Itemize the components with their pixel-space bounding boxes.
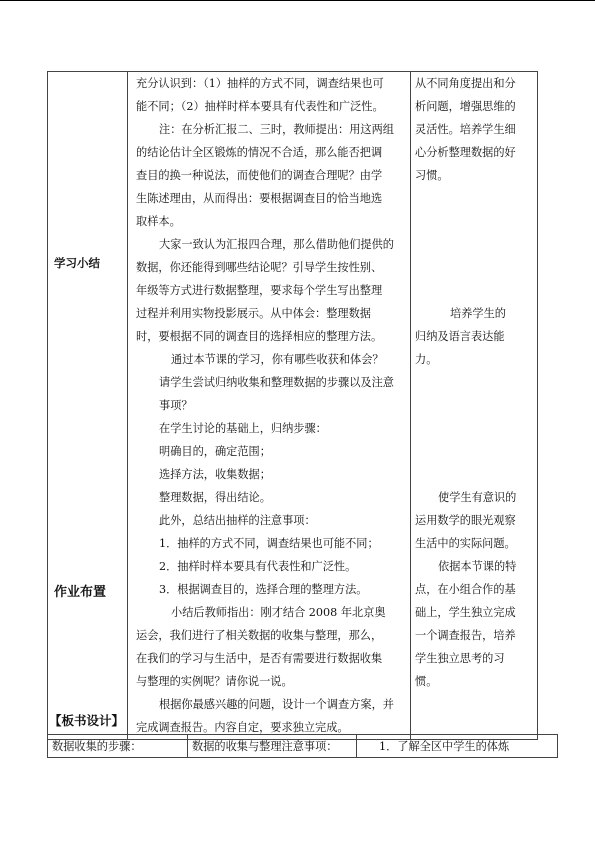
intent-line: 点，在小组合作的基 — [415, 583, 516, 596]
content-line: 事项？ — [159, 399, 193, 412]
intent-line: 培养学生的 — [450, 307, 506, 320]
intent-line: 心分析整理数据的好 — [415, 146, 516, 159]
content-line: 时，要根据不同的调查目的选择相应的整理方法。 — [136, 330, 383, 343]
intent-line: 础上，学生独立完成 — [415, 606, 516, 619]
board-design-heading: 【板书设计】 — [49, 713, 125, 728]
intent-line: 一个调查报告，培养 — [415, 629, 516, 642]
content-line: 请学生尝试归纳收集和整理数据的步骤以及注意 — [159, 376, 394, 389]
table-row — [48, 735, 558, 758]
content-line: 运会，我们进行了相关数据的收集与整理，那么， — [136, 629, 383, 642]
content-line: 与整理的实例呢？请你说一说。 — [136, 675, 293, 688]
intent-line: 从不同角度提出和分 — [415, 77, 516, 90]
intent-line: 习惯。 — [415, 169, 449, 182]
board-cell-item: 1．了解全区中学生的体炼 — [357, 735, 558, 758]
board-design-table — [47, 734, 558, 758]
design-intent-column — [411, 72, 538, 740]
content-line: 的结论估计全区锻炼的情况不合适，那么能否把调 — [136, 146, 383, 159]
page-top-rule — [0, 0, 595, 1]
section-label-column — [48, 72, 128, 740]
content-line: 年级等方式进行数据整理，要求每个学生写出整理 — [136, 284, 383, 297]
intent-line: 依据本节课的特 — [438, 560, 517, 573]
content-line: 充分认识到：（1）抽样的方式不同，调查结果也可 — [136, 77, 384, 90]
content-line: 明确目的，确定范围； — [159, 445, 271, 458]
content-line: 3．根据调查目的，选择合理的整理方法。 — [159, 583, 368, 596]
intent-line: 归纳及语言表达能 — [415, 330, 505, 343]
lesson-content-column — [128, 72, 411, 740]
content-line: 过程并利用实物投影展示。从中体会：整理数据 — [136, 307, 371, 320]
lesson-table — [47, 71, 538, 740]
intent-line: 运用数学的眼光观察 — [415, 514, 516, 527]
intent-line: 灵活性。培养学生细 — [415, 123, 516, 136]
content-line: 整理数据，得出结论。 — [159, 491, 271, 504]
content-line: 能不同；（2）抽样时样本要具有代表性和广泛性。 — [136, 100, 384, 113]
content-line: 通过本节课的学习，你有哪些收获和体会？ — [171, 353, 384, 366]
content-line: 此外，总结出抽样的注意事项： — [159, 514, 316, 527]
content-line: 1．抽样的方式不同，调查结果也可能不同； — [159, 537, 379, 550]
intent-line: 学生独立思考的习 — [415, 652, 505, 665]
summary-section-label: 学习小结 — [54, 256, 100, 270]
content-line: 生陈述理由，从而得出：要根据调查目的恰当地选 — [136, 192, 383, 205]
content-line: 完成调查报告。内容自定，要求独立完成。 — [136, 721, 349, 734]
content-line: 注：在分析汇报二、三时，教师提出：用这两组 — [159, 123, 394, 136]
content-line: 在学生讨论的基础上，归纳步骤： — [159, 422, 327, 435]
content-line: 数据，你还能得到哪些结论呢？引导学生按性别、 — [136, 261, 383, 274]
content-line: 根据你最感兴趣的问题，设计一个调查方案，并 — [159, 698, 394, 711]
intent-line: 力。 — [415, 353, 438, 366]
content-line: 大家一致认为汇报四合理，那么借助他们提供的 — [159, 238, 394, 251]
content-line: 2．抽样时样本要具有代表性和广泛性。 — [159, 560, 357, 573]
board-cell-steps: 数据收集的步骤： — [48, 735, 188, 758]
board-cell-notes: 数据的收集与整理注意事项： — [188, 735, 357, 758]
content-line: 选择方法，收集数据； — [159, 468, 271, 481]
content-line: 取样本。 — [136, 215, 181, 228]
homework-section-label: 作业布置 — [54, 585, 107, 600]
content-line: 小结后教师指出：刚才结合 2008 年北京奥 — [171, 606, 386, 619]
intent-line: 惯。 — [415, 675, 438, 688]
intent-line: 使学生有意识的 — [438, 491, 517, 504]
intent-line: 生活中的实际问题。 — [415, 537, 516, 550]
content-line: 在我们的学习与生活中，是否有需要进行数据收集 — [136, 652, 383, 665]
intent-line: 析问题，增强思维的 — [415, 100, 516, 113]
content-line: 查目的换一种说法，而使他们的调查合理呢？由学 — [136, 169, 383, 182]
